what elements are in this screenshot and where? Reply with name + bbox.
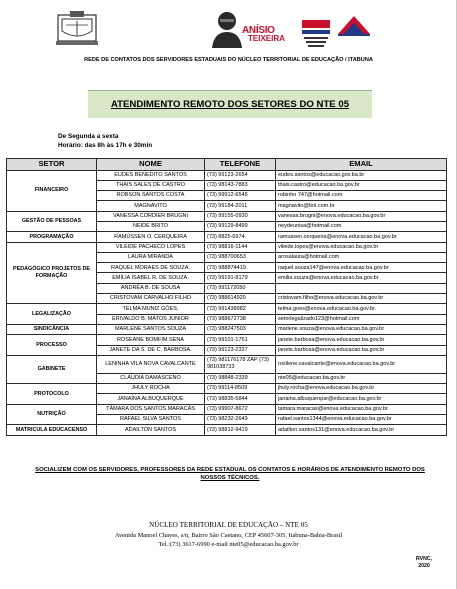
footer-contact: Tel.:(73) 3617-6990 e-mail nte05@educacao.ba.gov.br (158, 541, 299, 548)
setor-cell: PROCESSO (7, 335, 97, 356)
telefone-cell: (73) 991438982 (205, 304, 276, 314)
nome-cell: MAGNAVITO (97, 201, 205, 211)
nome-cell: TELMA MUNIZ GÓES, (97, 304, 205, 314)
telefone-cell: (73) 98143-7883 (205, 180, 276, 190)
email-cell: robinho 747@hotmail.com (276, 191, 447, 201)
telefone-cell: (73) 99114-8509 (205, 384, 276, 394)
table-header-row (7, 159, 447, 171)
nome-cell: ROBSON SANTOS COSTA (97, 191, 205, 201)
telefone-cell: (73) 98232-2649 (205, 415, 276, 425)
email-cell: rosilene.cavalcante@enova.educacao.ba.gov.br (276, 355, 447, 373)
email-cell: nte05@educacao.ba.gov.br (276, 373, 447, 383)
table-row (7, 304, 447, 314)
telefone-cell: (73) 98848-2339 (205, 373, 276, 383)
email-cell: setorlegalizado123@hotmail.com (276, 314, 447, 324)
email-cell: janete.barbosa@enova.educacao.ba.gov.br (276, 335, 447, 345)
network-title: REDE DE CONTATOS DOS SERVIDORES ESTADUAIS DO NÚCLEO TERRITORIAL DE EDUCAÇÃO / ITABUNA (84, 57, 373, 63)
service-time: Horário: das 8h às 17h e 30min (58, 142, 153, 149)
bahia-coat-of-arms-icon (56, 9, 98, 47)
closing-note: SOCIALIZEM COM OS SERVIDORES, PROFESSORES DA REDE ESTADUAL OS CONTATOS E HORÁRIOS DE ATENDIMENTO REMOTO DOS NOSSOS TÉCNICOS. (35, 467, 425, 481)
document-signature (416, 556, 432, 570)
footer-org: NÚCLEO TERRITORIAL DE EDUCAÇÃO – NTE 05 (149, 521, 308, 529)
setor-cell: FINANCEIRO (7, 170, 97, 211)
contacts-table-body (7, 170, 447, 435)
setor-cell: SINDICÂNCIA (7, 324, 97, 334)
telefone-cell: (73) 988874419 (205, 263, 276, 273)
setor-cell: MATRICULA EDUCACENSO (7, 425, 97, 435)
setor-cell: NUTRIÇÃO (7, 404, 97, 425)
signature-initials: RVNC, (416, 556, 433, 562)
telefone-cell: (73) 99912-6546 (205, 191, 276, 201)
nome-cell: VILEIDE PACHECO LOPES (97, 242, 205, 252)
telefone-cell: (73) 988247503 (205, 324, 276, 334)
table-row (7, 404, 447, 414)
anisio-logo-line1: ANÍSIO (242, 25, 275, 36)
email-cell: thais.castro@educacao.ba.gov.br (276, 180, 447, 190)
email-cell: raquel.souza147@enova.educacao.ba.gov.br (276, 263, 447, 273)
table-row (7, 425, 447, 435)
setor-cell: PEDAGÓGICO PROJETOS DE FORMAÇÃO (7, 242, 97, 304)
email-cell: janete.barbosa@enova.educacao.ba.gov.br (276, 345, 447, 355)
setor-cell: PROGRAMAÇÃO (7, 232, 97, 242)
telefone-cell: (73) 98812-9419 (205, 425, 276, 435)
col-header-setor: SETOR (7, 159, 97, 171)
nome-cell: EMÍLIA ISABEL R. DE SOUZA. (97, 273, 205, 283)
anisio-logo-line2: TEIXEIRA (248, 34, 285, 43)
nome-cell: ADAILTON SANTOS (97, 425, 205, 435)
email-cell: adailton.santos131@enova.educacao.ba.gov.br (276, 425, 447, 435)
col-header-email: EMAIL (276, 159, 447, 171)
email-cell (276, 283, 447, 293)
telefone-cell: (73) 98816-1144 (205, 242, 276, 252)
telefone-cell: (73) 99101-1761 (205, 335, 276, 345)
email-cell: cristovam.filho@enova.educacao.ba.gov.br (276, 294, 447, 304)
telefone-cell: (73) 991172050 (205, 283, 276, 293)
setor-cell: PROTOCOLO (7, 384, 97, 405)
telefone-cell: (73) 99184-2011 (205, 201, 276, 211)
telefone-cell: (73) 988672738 (205, 314, 276, 324)
bahia-government-logo (334, 14, 374, 48)
telefone-cell: (73) 99123-2654 (205, 170, 276, 180)
nome-cell: LENINHA VILA NOVA CAVALCANTE (97, 355, 205, 373)
table-row (7, 242, 447, 252)
telefone-cell: (73) 98835-5844 (205, 394, 276, 404)
table-row (7, 384, 447, 394)
nome-cell: THAIS SALES DE CASTRO (97, 180, 205, 190)
nome-cell: JHULY ROCHA (97, 384, 205, 394)
telefone-cell: (73) 99155-0930 (205, 211, 276, 221)
telefone-cell: (73) 981176178 ZAP (73) 981038733 (205, 355, 276, 373)
email-cell: vileide.lopes@enova.educacao.ba.gov.br (276, 242, 447, 252)
nome-cell: CLÁUDIA DAMASCENO (97, 373, 205, 383)
portrait-icon (208, 8, 242, 48)
nome-cell: NEIDE BRITO (97, 221, 205, 231)
anisio-teixeira-logo (208, 8, 300, 48)
col-header-nome: NOME (97, 159, 205, 171)
footer-address: Avenida Manoel Chaves, s/n, Bairro São Caetano, CEP 45607-305, Itabuna-Bahia-Brasil (114, 531, 343, 539)
email-cell: ramussen.cerqueira@enova.educacao.ba.gov.br (276, 232, 447, 242)
nome-cell: JANAÍNA ALBUQUERQUE (97, 394, 205, 404)
telefone-cell: (73) 99123-2337 (205, 345, 276, 355)
telefone-cell: (73) 99907-8672 (205, 404, 276, 414)
signature-year: 2020 (418, 563, 430, 569)
telefone-cell: (73) 99191-8179 (205, 273, 276, 283)
email-cell: telma.goes@enova.educacao.ba.gov.br. (276, 304, 447, 314)
nome-cell: ROSEANE BOMFIM SENA (97, 335, 205, 345)
nome-cell: CRISTOVAM CARVALHO FILHO (97, 294, 205, 304)
telefone-cell: (73) 99129-8499 (205, 221, 276, 231)
nome-cell: JANETE DA S. DE C. BARBOSA. (97, 345, 205, 355)
nome-cell: EUDES BENEDITO SANTOS (97, 170, 205, 180)
email-cell: tamara.maracas@enova.educacao.ba.gov.br (276, 404, 447, 414)
contacts-table (6, 158, 447, 436)
email-cell: marlene.souza@enova.educacao.ba.gov.br (276, 324, 447, 334)
table-row (7, 355, 447, 373)
table-row (7, 170, 447, 180)
email-cell: vanessa.brugni@enova.educacao.ba.gov.br (276, 211, 447, 221)
email-cell: janaina.albuquerque@educacao.ba.gov.br (276, 394, 447, 404)
table-row (7, 211, 447, 221)
email-cell: eudes.santos@educacao.gov.ba.br (276, 170, 447, 180)
table-row (7, 232, 447, 242)
table-row (7, 324, 447, 334)
nome-cell: LAURA MIRANDA (97, 252, 205, 262)
nome-cell: ANDRÉA B. DE SOUSA (97, 283, 205, 293)
setor-cell: LEGALIZAÇÃO (7, 304, 97, 325)
telefone-cell: (73) 988700653 (205, 252, 276, 262)
nome-cell: RAQUEL MORAES DE SOUZA. (97, 263, 205, 273)
header-logos (0, 4, 457, 50)
email-cell: magnavito@bol.com.br (276, 201, 447, 211)
email-cell: arosalaura@hotmail.com (276, 252, 447, 262)
nome-cell: RAFAEL SILVA SANTOS (97, 415, 205, 425)
col-header-telefone: TELEFONE (205, 159, 276, 171)
email-cell: neydeunisa@hotmail.com (276, 221, 447, 231)
banner-title: ATENDIMENTO REMOTO DOS SETORES DO NTE 05 (110, 99, 350, 110)
setor-cell: GABINETE (7, 355, 97, 383)
education-secretariat-icon (300, 18, 332, 48)
title-banner (88, 90, 372, 118)
service-hours (58, 132, 152, 150)
telefone-cell: (73) 988614920 (205, 294, 276, 304)
nome-cell: MARLENE SANTOS SOUZA (97, 324, 205, 334)
email-cell: rafael.santos1344@enova.educacao.ba.gov.br (276, 415, 447, 425)
email-cell: emilia.souza@enova.educacao.ba.gov.br (276, 273, 447, 283)
nome-cell: VANESSA CORDIER BRUGNI (97, 211, 205, 221)
nome-cell: ERIVALDO B. MATOS JUNIOR (97, 314, 205, 324)
bahia-flag-icon (334, 14, 374, 36)
nome-cell: RAMÚSSEN O. CERQUEIRA (97, 232, 205, 242)
footer (0, 521, 457, 550)
nome-cell: TÂMARA DOS SANTOS MARACÁS (97, 404, 205, 414)
setor-cell: GESTÃO DE PESSOAS (7, 211, 97, 232)
table-row (7, 335, 447, 345)
service-days: De Segunda a sexta (58, 133, 119, 140)
email-cell: jhuly.rocha@enova.educacao.ba.gov.br (276, 384, 447, 394)
telefone-cell: (73) 8825-6974 (205, 232, 276, 242)
